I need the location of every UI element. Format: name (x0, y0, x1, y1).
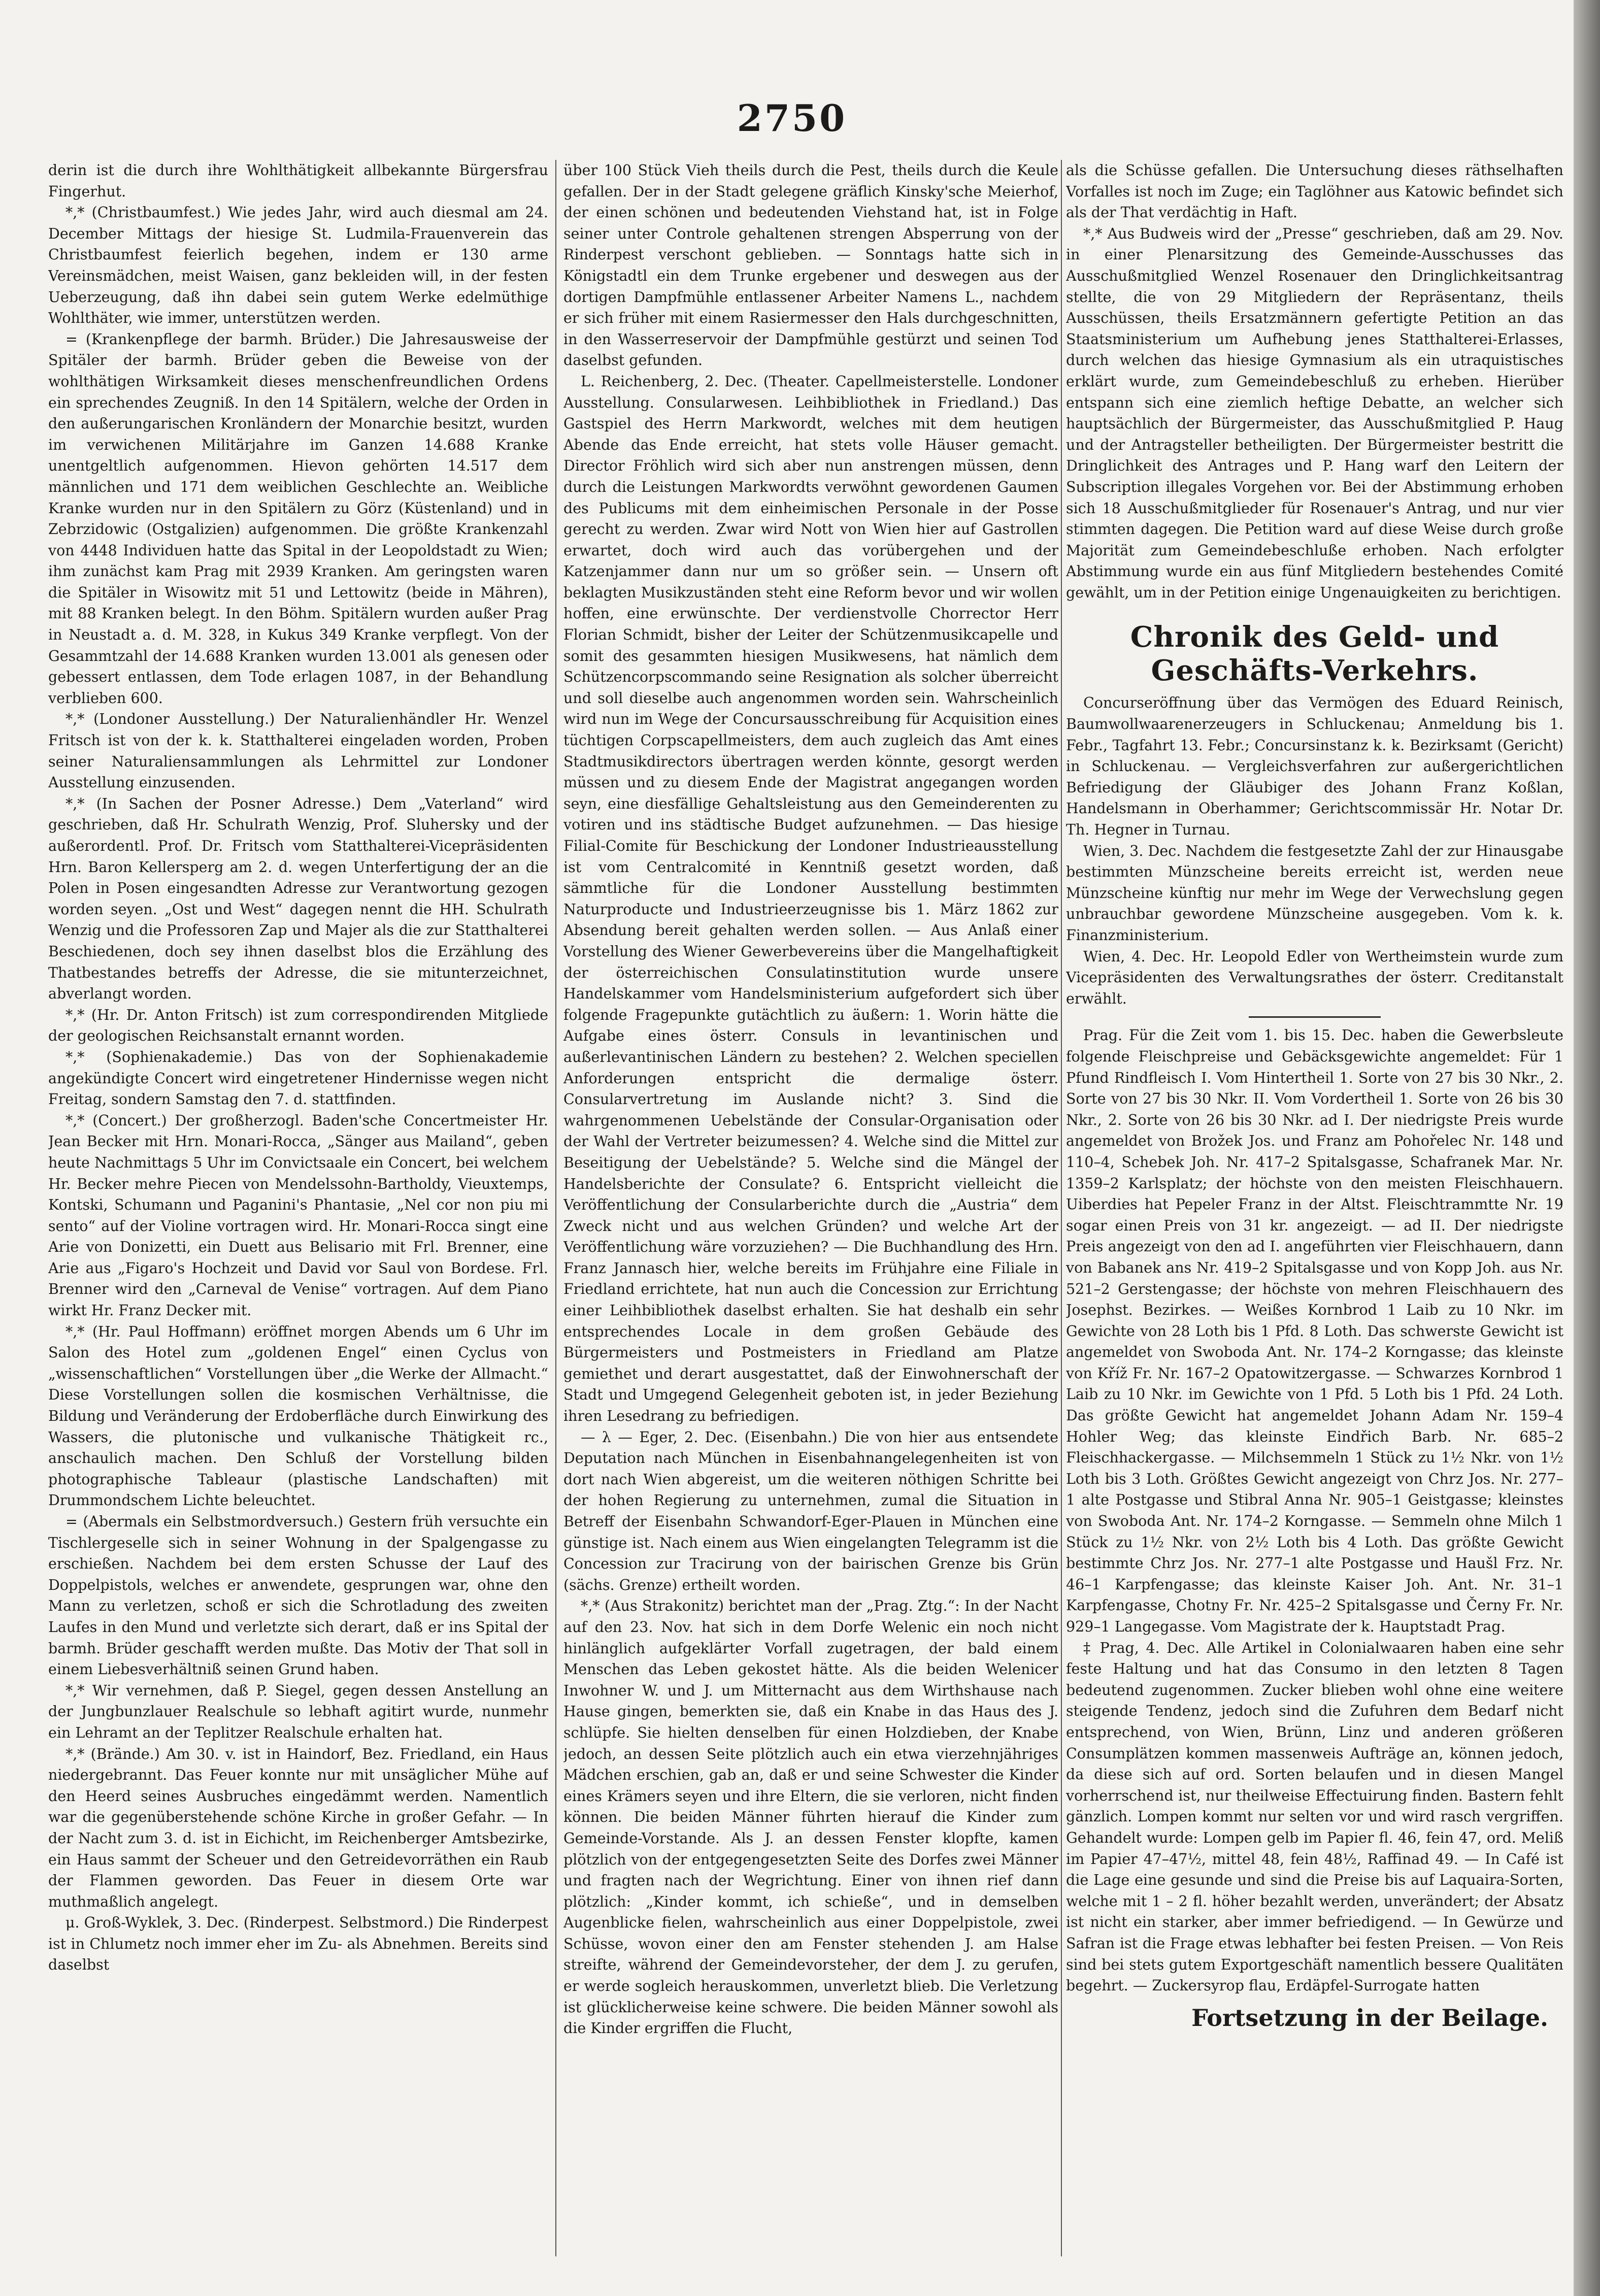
article-paragraph: *,* (Hr. Dr. Anton Fritsch) ist zum correspondirenden Mitgliede der geologischen Reichsanstalt ernannt worden. (48, 1006, 548, 1045)
article-paragraph: — λ — Eger, 2. Dec. (Eisenbahn.) Die von hier aus entsendete Deputation nach München in Eisenbahnangelegenheiten ist von dort nach Wien abgereist, um die weiteren nöthigen Schritte bei der hohen Regierung zu unternehmen, zumal die Situation in Betreff der Eisenbahn Schwandorf-Eger-Plauen in München eine günstige ist. Nach einem aus Wien eingelangten Telegramm ist die Concession zur Tracirung von der bairischen Grenze bis Grün (sächs. Grenze) ertheilt worden. (563, 1428, 1058, 1593)
column-divider (1061, 160, 1062, 2256)
article-paragraph: *,* (Aus Strakonitz) berichtet man der „Prag. Ztg.“: In der Nacht auf den 23. Nov. hat sich in dem Dorfe Welenic ein noch nicht hinlänglich aufgeklärter Vorfall zugetragen, der bald einem Menschen das Leben gekostet hätte. Als die beiden Welenicer Inwohner W. und J. um Mitternacht aus dem Wirthshause nach Hause gingen, bemerkten sie, daß ein Knabe in das Haus des J. schlüpfe. Sie hielten denselben für einen Holzdieben, der Knabe jedoch, an dessen Seite plötzlich auch ein etwa vierzehnjähriges Mädchen erschien, gab an, daß er und seine Schwester die Kinder eines Krämers seyen und ihre Eltern, die sie verloren, nicht finden können. Die beiden Männer führten hierauf die Kinder zum Gemeinde-Vorstande. Als J. an dessen Fenster klopfte, kamen plötzlich von der entgegengesetzten Seite des Dorfes zwei Männer und fragten nach der Wegrichtung. Einer von ihnen rief dann plötzlich: „Kinder kommt, ich schieße“, und in demselben Augenblicke fielen, wahrscheinlich aus einer Doppelpistole, zwei Schüsse, wovon einer den am Fenster stehenden J. am Halse streifte, während der Gemeindevorsteher, der dem J. zu gerufen, er werde sogleich herauskommen, unverletzt blieb. Die Verletzung ist glücklicherweise keine schwere. Die beiden Männer sowohl als die Kinder ergriffen die Flucht, (563, 1598, 1058, 2037)
article-paragraph: *,* (Brände.) Am 30. v. ist in Haindorf, Bez. Friedland, ein Haus niedergebrannt. Das Feuer konnte nur mit unsäglicher Mühe auf den Heerd seines Ausbruches eingedämmt werden. Namentlich war die gegenüberstehende schöne Kirche in großer Gefahr. — In der Nacht zum 3. d. ist in Eichicht, im Reichenberger Amtsbezirke, ein Haus sammt der Scheuer und den Getreidevorräthen ein Raub der Flammen geworden. Das Feuer in diesem Orte war muthmaßlich angelegt. (48, 1745, 548, 1910)
column-divider (555, 160, 556, 2256)
continuation-note: Fortsetzung in der Beilage. (1191, 2004, 1548, 2032)
column-middle (563, 160, 1058, 2256)
article-paragraph: μ. Groß-Wyklek, 3. Dec. (Rinderpest. Selbstmord.) Die Rinderpest ist in Chlumetz noch immer eher im Zu- als Abnehmen. Bereits sind daselbst (48, 1914, 548, 1974)
page-edge-shadow (1574, 0, 1600, 2296)
business-paragraph: Wien, 3. Dec. Nachdem die festgesetzte Zahl der zur Hinausgabe bestimmten Münzscheine bereits erreicht ist, werden neue Münzscheine künftig nur mehr im Wege der Verwechslung gegen unbrauchbar gewordene Münzscheine ausgegeben. Vom k. k. Finanzministerium. (1066, 842, 1563, 944)
column-right (1066, 160, 1563, 2256)
section-heading: Chronik des Geld- und Geschäfts-Verkehrs. (1130, 620, 1499, 688)
column-left (48, 160, 548, 2256)
article-paragraph: = (Krankenpflege der barmh. Brüder.) Die Jahresausweise der Spitäler der barmh. Brüder geben die Beweise von der wohlthätigen Wirksamkeit dieses menschenfreundlichen Ordens ein sprechendes Zeugniß. In den 14 Spitälern, welche der Orden in den außerungarischen Kronländern der Monarchie besitzt, wurden im verwichenen Militärjahre im Ganzen 14.688 Kranke unentgeltlich aufgenommen. Hievon gehörten 14.517 dem männlichen und 171 dem weiblichen Geschlechte an. Weibliche Kranke wurden nur in den Spitälern zu Görz (Küstenland) und in Zebrzidowic (Ostgalizien) aufgenommen. Die größte Krankenzahl von 4448 Individuen hatte das Spital in der Leopoldstadt zu Wien; ihm zunächst kam Prag mit 2939 Kranken. Am geringsten waren die Spitäler in Wisowitz mit 51 und Lettowitz (beide in Mähren), mit 88 Kranken belegt. In den Böhm. Spitälern wurden außer Prag in Neustadt a. d. M. 328, in Kukus 349 Kranke verpflegt. Von der Gesammtzahl der 14.688 Kranken wurden 13.001 als genesen oder gebessert entlassen, dem Tode erlagen 1087, in der Behandlung verblieben 600. (48, 330, 548, 707)
article-paragraph: *,* (Londoner Ausstellung.) Der Naturalienhändler Hr. Wenzel Fritsch ist von der k. k. Statthalterei eingeladen worden, Proben seiner Naturaliensammlungen als Lehrmittel zur Londoner Ausstellung einzusenden. (48, 711, 548, 791)
article-paragraph: *,* (In Sachen der Posner Adresse.) Dem „Vaterland“ wird geschrieben, daß Hr. Schulrath Wenzig, Prof. Sluhersky und der außerordentl. Prof. Dr. Fritsch vom Statthalterei-Vicepräsidenten Hrn. Baron Kellersperg am 2. d. wegen Unterfertigung der an die Polen in Posen eingesandten Adresse zur Verantwortung gezogen worden seyen. „Ost und West“ dagegen nennt die HH. Schulrath Wenzig und die Professoren Zap und Majer als die zur Statthalterei Beschiedenen, doch sey ihnen daselbst blos die Erzählung des Thatbestandes betreffs der Adresse, die sie mitunterzeichnet, abverlangt worden. (48, 795, 548, 1003)
page-number: 2750 (737, 96, 847, 140)
article-paragraph: über 100 Stück Vieh theils durch die Pest, theils durch die Keule gefallen. Der in der Stadt gelegene gräflich Kinsky'sche Meierhof, der einen schönen und bedeutenden Viehstand hat, ist in Folge seiner unter Controle gehaltenen strengen Absperrung von der Rinderpest verschont geblieben. — Sonntags hatte sich in Königstadtl ein dem Trunke ergebener und deswegen aus der dortigen Dampfmühle entlassener Arbeiter Namens L., nachdem er sich früher mit einem Rasiermesser den Hals durchgeschnitten, in den Wasserreservoir der Dampfmühle gestürzt und seinen Tod daselbst gefunden. (563, 162, 1058, 369)
article-paragraph: = (Abermals ein Selbstmordversuch.) Gestern früh versuchte ein Tischlergeselle sich in seiner Wohnung in der Spalgengasse zu erschießen. Nachdem bei dem ersten Schusse der Lauf des Doppelpistols, welches er anwendete, gesprungen war, ohne den Mann zu verletzen, schoß er sich die Schrotladung des zweiten Laufes in den Mund und verletzte sich derart, daß er ins Spital der barmh. Brüder geschafft werden mußte. Das Motiv der That soll in einem Liebesverhältniß seinen Grund haben. (48, 1513, 548, 1678)
business-paragraph: Prag. Für die Zeit vom 1. bis 15. Dec. haben die Gewerbsleute folgende Fleischpreise und Gebäcksgewichte angemeldet: Für 1 Pfund Rindfleisch I. Vom Hintertheil 1. Sorte von 27 bis 30 Nkr., 2. Sorte von 27 bis 30 Nkr. II. Vom Vordertheil 1. Sorte von 26 bis 30 Nkr., 2. Sorte von 26 bis 30 Nkr. ad I. Der niedrigste Preis wurde angemeldet von Brožek Jos. und Franz am Pohořelec Nr. 148 und 110–4, Schebek Joh. Nr. 417–2 Spitalsgasse, Schafranek Mar. Nr. 1359–2 Karlsplatz; der höchste von den meisten Fleischhauern. Uiberdies hat Pepeler Franz in der Altst. Fleischtrammtte Nr. 19 sogar einen Preis von 31 kr. angezeigt. — ad II. Der niedrigste Preis angezeigt von den ad I. angeführten vier Fleischhauern, dann von Babanek ans Nr. 419–2 Spitalsgasse und von Kopp Joh. aus Nr. 521–2 Gerstengasse; der höchste von mehren Fleischhauern des Josephst. Bezirkes. — Weißes Kornbrod 1 Laib zu 10 Nkr. im Gewichte von 28 Loth bis 1 Pfd. 8 Loth. Das schwerste Gewicht ist angemeldet von Swoboda Ant. Nr. 174–2 Korngasse; das kleinste von Kříž Fr. Nr. 167–2 Opatowitzergasse. — Schwarzes Kornbrod 1 Laib zu 10 Nkr. im Gewichte von 1 Pfd. 5 Loth bis 1 Pfd. 24 Loth. Das größte Gewicht hat angemeldet Johann Adam Nr. 159–4 Hohler Weg; das kleinste Eindřich Barb. Nr. 685–2 Fleischhackergasse. — Milchsemmeln 1 Stück zu 1½ Nkr. von 1½ Loth bis 3 Loth. Größtes Gewicht angezeigt von Chrz Jos. Nr. 277–1 alte Postgasse und Stibral Anna Nr. 905–1 Geistgasse; kleinstes von Swoboda Ant. Nr. 174–2 Korngasse. — Semmeln ohne Milch 1 Stück zu 1½ Nkr. von 2½ Loth bis 4 Loth. Das größte Gewicht bestimmte Chrz Jos. Nr. 277–1 alte Postgasse und Haušl Frz. Nr. 46–1 Karpfengasse; das kleinste Kaiser Joh. Ant. Nr. 31–1 Karpfengasse, Chotny Fr. Nr. 425–2 Spitalsgasse und Černy Fr. Nr. 929–1 Langegasse. Vom Magistrate der k. Hauptstadt Prag. (1066, 1027, 1563, 1635)
article-paragraph: *,* Aus Budweis wird der „Presse“ geschrieben, daß am 29. Nov. in einer Plenarsitzung des Gemeinde-Ausschusses das Ausschußmitglied Wenzel Rosenauer den Dringlichkeitsantrag stellte, die von 29 Mitgliedern der Repräsentanz, theils Ausschüssen, theils Ersatzmännern gefertigte Petition an das Staatsministerium um Aufhebung jenes Statthalterei-Erlasses, durch welchen das hiesige Gymnasium als ein utraquistisches erklärt wurde, zum Gemeindebeschluß zu erheben. Hierüber entspann sich eine ziemlich heftige Debatte, an welcher sich hauptsächlich der Bürgermeister, das Ausschußmitglied P. Haug und der Antragsteller betheiligten. Der Bürgermeister bestritt die Dringlichkeit des Antrages und P. Hang warf den Leitern der Subscription illegales Vorgehen vor. Bei der Abstimmung erhoben sich 18 Ausschußmitglieder für Rosenauer's Antrag, und nur vier stimmten dagegen. Die Petition ward auf diese Weise durch große Majorität zum Gemeindebeschluße erhoben. Nach erfolgter Abstimmung wurde ein aus fünf Mitgliedern bestehendes Comité gewählt, um in der Petition einige Ungenauigkeiten zu berichtigen. (1066, 225, 1563, 601)
article-paragraph: derin ist die durch ihre Wohlthätigkeit allbekannte Bürgersfrau Fingerhut. (48, 162, 548, 200)
separator-rule (1249, 1016, 1381, 1018)
article-paragraph: *,* Wir vernehmen, daß P. Siegel, gegen dessen Anstellung an der Jungbunzlauer Realschule so lebhaft agitirt wurde, nunmehr ein Lehramt an der Teplitzer Realschule erhalten hat. (48, 1682, 548, 1741)
article-paragraph: *,* (Christbaumfest.) Wie jedes Jahr, wird auch diesmal am 24. December Mittags der hiesige St. Ludmila-Frauenverein das Christbaumfest feierlich begehen, indem er 130 arme Vereinsmädchen, meist Waisen, ganz bekleiden will, in der festen Ueberzeugung, daß ihn dabei sein gutem Werke edelmüthige Wohlthäter, wie immer, unterstützen werden. (48, 204, 548, 327)
article-paragraph: als die Schüsse gefallen. Die Untersuchung dieses räthselhaften Vorfalles ist noch im Zuge; ein Taglöhner aus Katowic befindet sich als der That verdächtig in Haft. (1066, 162, 1563, 221)
article-paragraph: *,* (Concert.) Der großherzogl. Baden'sche Concertmeister Hr. Jean Becker mit Hrn. Monari-Rocca, „Sänger aus Mailand“, geben heute Nachmittags 5 Uhr im Convictsaale ein Concert, bei welchem Hr. Becker mehre Piecen von Mendelssohn-Bartholdy, Vieuxtemps, Kontski, Schumann und Paganini's Phantasie, „Nel cor non piu mi sento“ auf der Violine vortragen wird. Hr. Monari-Rocca singt eine Arie von Donizetti, ein Duett aus Belisario mit Frl. Brenner, eine Arie aus „Figaro's Hochzeit und David vor Saul von Bordese. Frl. Brenner wird den „Carneval de Venise“ vortragen. Auf dem Piano wirkt Hr. Franz Decker mit. (48, 1112, 548, 1319)
article-paragraph: *,* (Sophienakademie.) Das von der Sophienakademie angekündigte Concert wird eingetretener Hindernisse wegen nicht Freitag, sondern Samstag den 7. d. stattfinden. (48, 1048, 548, 1108)
business-paragraph: Concurseröffnung über das Vermögen des Eduard Reinisch, Baumwollwaarenerzeugers in Schluckenau; Anmeldung bis 1. Febr., Tagfahrt 13. Febr.; Concursinstanz k. k. Bezirksamt (Gericht) in Schluckenau. — Vergleichsverfahren zur außergerichtlichen Befriedigung der Gläubiger des Johann Franz Koßlan, Handelsmann in Oberhammer; Gerichtscommissär Hr. Notar Dr. Th. Hegner in Turnau. (1066, 694, 1563, 839)
article-paragraph: *,* (Hr. Paul Hoffmann) eröffnet morgen Abends um 6 Uhr im Salon des Hotel zum „goldenen Engel“ einen Cyclus von „wissenschaftlichen“ Vorstellungen über „die Werke der Allmacht.“ Diese Vorstellungen sollen die kosmischen Verhältnisse, die Bildung und Veränderung der Erdoberfläche durch Einwirkung des Wassers, die plutonische und vulkanische Thätigkeit rc., anschaulich machen. Den Schluß der Vorstellung bilden photographische Tableaur (plastische Landschaften) mit Drummondschem Lichte beleuchtet. (48, 1323, 548, 1509)
article-paragraph: L. Reichenberg, 2. Dec. (Theater. Capellmeisterstelle. Londoner Ausstellung. Consularwesen. Leihbibliothek in Friedland.) Das Gastspiel des Herrn Markwordt, welches mit dem heutigen Abende das Ende erreicht, hat stets volle Häuser gemacht. Director Fröhlich wird sich aber nun anstrengen müssen, denn durch die Leistungen Markwordts verwöhnt gewordenen Gaumen des Publicums mit dem einheimischen Personale in der Posse gerecht zu werden. Zwar wird Nott von Wien hier auf Gastrollen erwartet, doch wird auch das vorübergehen und der Katzenjammer dann nur um so größer sein. — Unsern oft beklagten Musikzuständen steht eine Reform bevor und wir wollen hoffen, eine erwünschte. Der verdienstvolle Chorrector Herr Florian Schmidt, bisher der Leiter der Schützenmusikcapelle und somit des gesammten hiesigen Musikwesens, hat nämlich dem Schützencorpscommando seine Resignation als solcher überreicht und soll dieselbe auch angenommen worden sein. Wahrscheinlich wird nun im Wege der Concursausschreibung für Acquisition eines tüchtigen Corpscapellmeisters, dem auch zugleich das Amt eines Stadtmusikdirectors übertragen werden könnte, gesorgt werden müssen und zu diesem Ende der Magistrat angegangen worden seyn, eine diesfällige Gehaltsleistung aus den Gemeinderenten zu votiren und ins städtische Budget aufzunehmen. — Das hiesige Filial-Comite für Beschickung der Londoner Industrieausstellung ist vom Centralcomité in Kenntniß gesetzt worden, daß sämmtliche für die Londoner Ausstellung bestimmten Naturproducte und Industrieerzeugnisse bis 1. März 1862 zur Absendung bereit gehalten werden sollen. — Aus Anlaß einer Vorstellung des Wiener Gewerbevereins über die Mangelhaftigkeit der österreichischen Consulatinstitution wurde unsere Handelskammer vom Handelsministerium aufgefordert sich über folgende Fragepunkte gutächtlich zu äußern: 1. Worin hätte die Aufgabe eines österr. Consuls in levantinischen und außerlevantinischen Ländern zu bestehen? 2. Welchen speciellen Anforderungen entspricht die dermalige österr. Consularvertretung im Auslande nicht? 3. Sind die wahrgenommenen Uebelstände der Consular-Organisation oder der Wahl der Vertreter beizumessen? 4. Welche sind die Mittel zur Beseitigung der Uebelstände? 5. Welche sind die Mängel der Handelsberichte der Consulate? 6. Entspricht vielleicht die Veröffentlichung der Consularberichte durch die „Austria“ dem Zweck nicht und aus welchen Gründen? und welche Art der Veröffentlichung wäre vorzuziehen? — Die Buchhandlung des Hrn. Franz Jannasch hier, welche bereits im Frühjahre eine Filiale in Friedland errichtete, hat nun auch die Concession zur Errichtung einer Leihbibliothek daselbst erhalten. Sie hat deshalb ein sehr entsprechendes Locale in dem großen Gebäude des Bürgermeisters und Postmeisters in Friedland am Platze gemiethet und derart ausgestattet, daß der Einwohnerschaft der Stadt und Umgegend Gelegenheit geboten ist, in jeder Beziehung ihren Lesedrang zu befriedigen. (563, 373, 1058, 1425)
business-paragraph: Wien, 4. Dec. Hr. Leopold Edler von Wertheimstein wurde zum Vicepräsidenten des Verwaltungsrathes der österr. Creditanstalt erwählt. (1066, 948, 1563, 1007)
business-paragraph: ‡ Prag, 4. Dec. Alle Artikel in Colonialwaaren haben eine sehr feste Haltung und hat das Consumo in den letzten 8 Tagen bedeutend zugenommen. Zucker blieben wohl ohne eine weitere steigende Tendenz, jedoch sind die Zufuhren dem Bedarf nicht entsprechend, von Wien, Brünn, Linz und anderen größeren Consumplätzen kommen massenweis Aufträge an, können jedoch, da diese sich auf ord. Sorten belaufen und in diesen Mangel vorherrschend ist, nur theilweise Effectuirung finden. Bastern fehlt gänzlich. Lompen kommt nur selten vor und wird rasch vergriffen. Gehandelt wurde: Lompen gelb im Papier fl. 46, fein 47, ord. Meliß im Papier 47–47½, mittel 48, fein 48½, Raffinad 49. — In Café ist die Lage eine gesunde und sind die Preise bis auf Laquaira-Sorten, welche mit 1 – 2 fl. höher bezahlt werden, unverändert; der Absatz ist nicht ein starker, aber immer befriedigend. — In Gewürze und Safran ist die Frage etwas lebhafter bei festen Preisen. — Von Reis sind bei stets gutem Exportgeschäft namentlich bessere Qualitäten begehrt. — Zuckersyrop flau, Erdäpfel-Surrogate hatten (1066, 1639, 1563, 1994)
